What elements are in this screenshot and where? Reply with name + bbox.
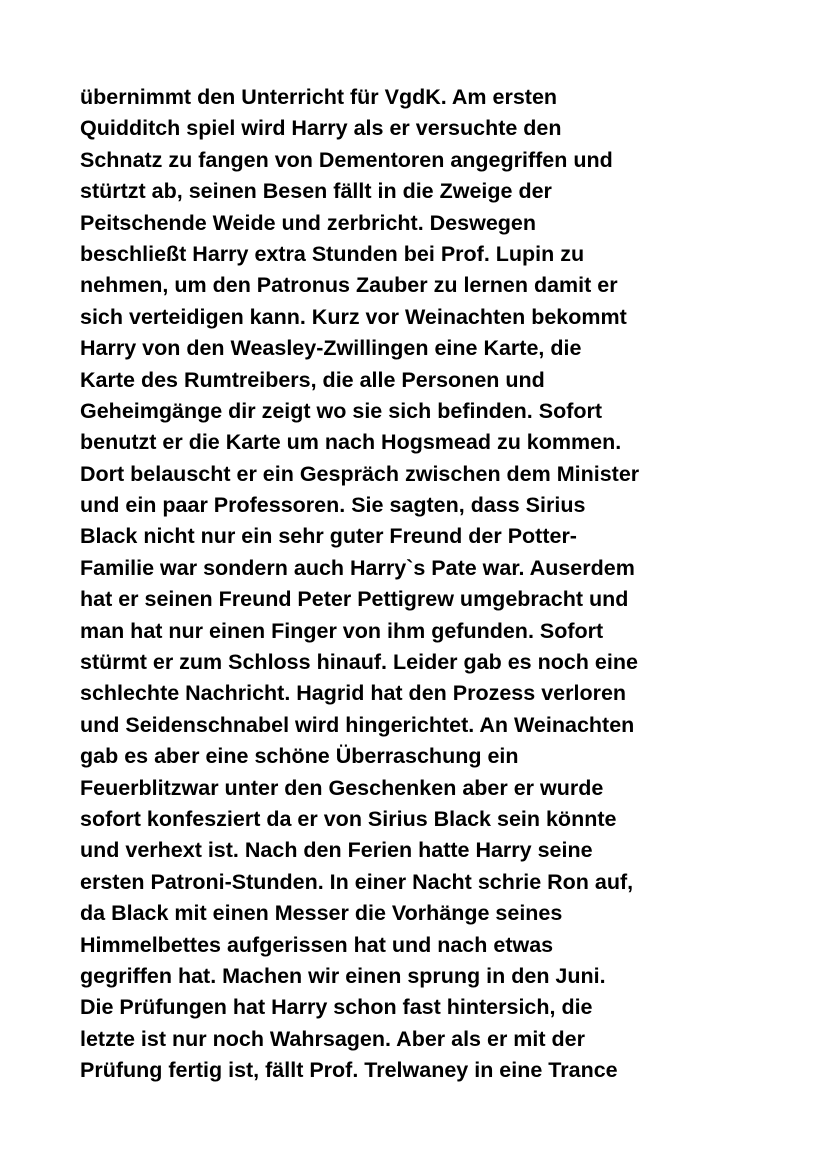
text-line: Prüfung fertig ist, fällt Prof. Trelwaney in eine Trance xyxy=(80,1058,618,1083)
text-line: sofort konfesziert da er von Sirius Black sein könnte xyxy=(80,806,617,831)
text-line: Dort belauscht er ein Gespräch zwischen dem Minister xyxy=(80,461,640,486)
text-line: gab es aber eine schöne Überraschung ein xyxy=(80,744,519,769)
text-line: Peitschende Weide und zerbricht. Deswegen xyxy=(80,210,536,235)
text-line: Quidditch spiel wird Harry als er versuchte den xyxy=(80,116,562,141)
text-line: Geheimgänge dir zeigt wo sie sich befinden. Sofort xyxy=(80,398,603,423)
text-line: Schnatz zu fangen von Dementoren angegriffen und xyxy=(80,147,613,172)
text-line: benutzt er die Karte um nach Hogsmead zu kommen. xyxy=(80,430,622,455)
text-line: gegriffen hat. Machen wir einen sprung in den Juni. xyxy=(80,963,606,988)
text-line: Black nicht nur ein sehr guter Freund der Potter- xyxy=(80,524,577,549)
text-line: und verhext ist. Nach den Ferien hatte Harry seine xyxy=(80,838,593,863)
text-line: Die Prüfungen hat Harry schon fast hintersich, die xyxy=(80,995,593,1020)
text-line: letzte ist nur noch Wahrsagen. Aber als er mit der xyxy=(80,1026,585,1051)
text-line: Himmelbettes aufgerissen hat und nach etwas xyxy=(80,932,554,957)
text-line: übernimmt den Unterricht für VgdK. Am ersten xyxy=(80,85,558,109)
text-line: Harry von den Weasley-Zwillingen eine Karte, die xyxy=(80,336,582,361)
text-line: Feuerblitzwar unter den Geschenken aber er wurde xyxy=(80,775,604,800)
text-line: und Seidenschnabel wird hingerichtet. An Weinachten xyxy=(80,712,635,737)
text-line: man hat nur einen Finger von ihm gefunden. Sofort xyxy=(80,618,604,643)
text-line: stürmt er zum Schloss hinauf. Leider gab es noch eine xyxy=(80,650,638,675)
body-text xyxy=(80,82,770,1087)
text-line: und ein paar Professoren. Sie sagten, dass Sirius xyxy=(80,493,586,518)
text-line: da Black mit einen Messer die Vorhänge seines xyxy=(80,901,563,926)
text-line: beschließt Harry extra Stunden bei Prof. Lupin zu xyxy=(80,241,585,266)
text-line: Familie war sondern auch Harry`s Pate war. Auserdem xyxy=(80,555,635,580)
text-line: nehmen, um den Patronus Zauber zu lernen damit er xyxy=(80,273,618,298)
text-line: ersten Patroni-Stunden. In einer Nacht schrie Ron auf, xyxy=(80,869,634,894)
text-line: sich verteidigen kann. Kurz vor Weinachten bekommt xyxy=(80,304,627,329)
text-line: Karte des Rumtreibers, die alle Personen und xyxy=(80,367,545,392)
text-line: hat er seinen Freund Peter Pettigrew umgebracht und xyxy=(80,587,629,612)
text-line: stürtzt ab, seinen Besen fällt in die Zweige der xyxy=(80,179,552,204)
text-line: schlechte Nachricht. Hagrid hat den Prozess verloren xyxy=(80,681,627,706)
